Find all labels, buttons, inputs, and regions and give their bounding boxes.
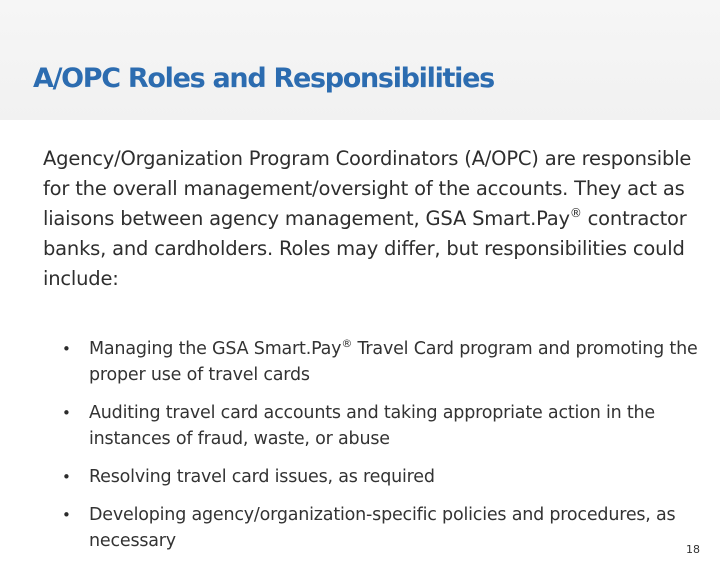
list-item xyxy=(62,336,702,388)
slide-title: A/OPC Roles and Responsibilities xyxy=(33,63,494,94)
list-item-text-part-2: Travel Card program and promoting the proper use of travel cards xyxy=(89,339,698,385)
list-item-text: Resolving travel card issues, as required xyxy=(89,467,435,487)
list-item-text: Auditing travel card accounts and taking appropriate action in the instances of fraud, waste, or abuse xyxy=(89,403,655,449)
page-number: 18 xyxy=(686,543,700,556)
intro-text-part-2: contractor banks, and cardholders. Roles may differ, but responsibilities could include: xyxy=(43,207,687,290)
intro-text-part-1: Agency/Organization Program Coordinators (A/OPC) are responsible for the overall management/oversight of the accounts. They act as liaisons between agency management, GSA Smart.Pay xyxy=(43,147,692,230)
registered-mark: ® xyxy=(341,337,353,350)
responsibilities-list xyxy=(62,336,702,554)
bullet-icon: • xyxy=(62,404,71,422)
bullet-icon: • xyxy=(62,340,71,358)
registered-mark: ® xyxy=(569,206,582,220)
bullet-icon: • xyxy=(62,468,71,486)
list-item xyxy=(62,400,702,452)
list-item xyxy=(62,502,702,554)
list-item-text-part-1: Managing the GSA Smart.Pay xyxy=(89,339,342,359)
list-item xyxy=(62,464,702,490)
title-band xyxy=(0,0,720,120)
bullet-icon: • xyxy=(62,506,71,524)
intro-paragraph xyxy=(43,144,703,294)
list-item-text: Developing agency/organization-specific policies and procedures, as necessary xyxy=(89,505,676,551)
